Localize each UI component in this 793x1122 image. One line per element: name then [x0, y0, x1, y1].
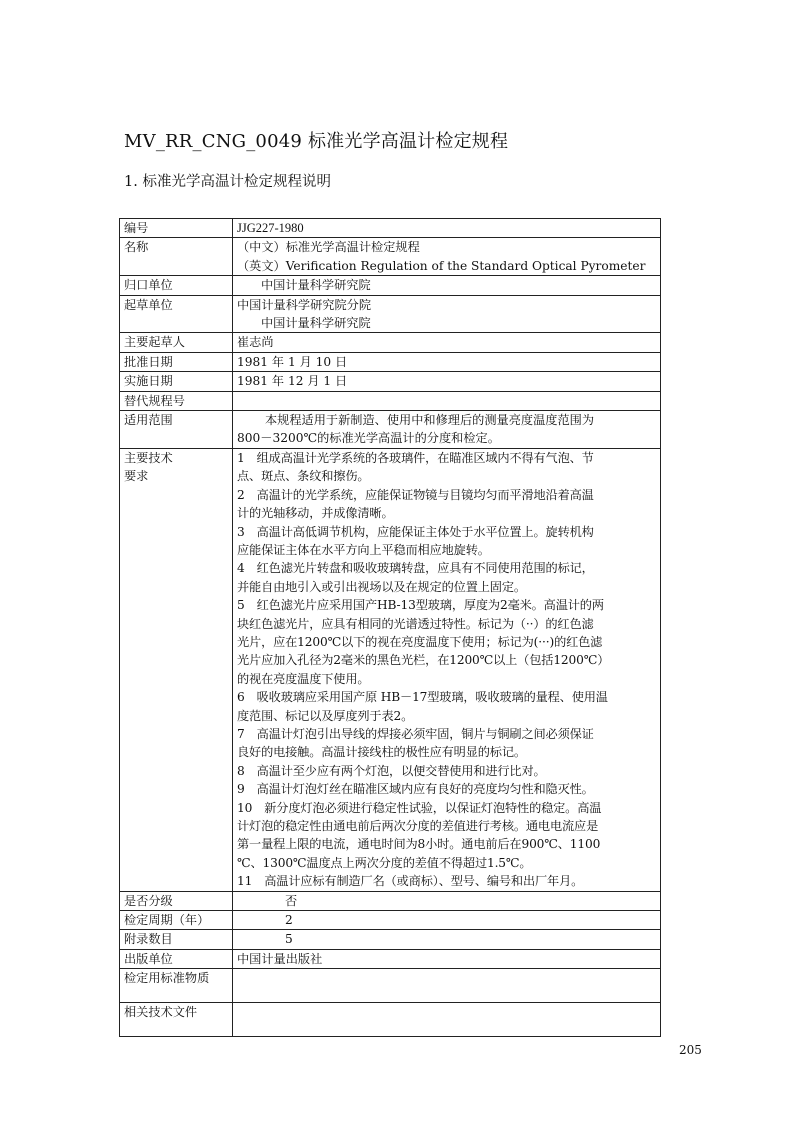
row-label: 主要技术 要求 [120, 448, 233, 891]
row-label: 出版单位 [120, 949, 233, 968]
drafting-unit-1: 中国计量科学研究院分院 [237, 297, 372, 312]
requirement-line: 点、斑点、条纹和擦伤。 [237, 469, 370, 484]
row-label: 适用范围 [120, 411, 233, 449]
requirement-line: 良好的电接触。高温计接线柱的极性应有明显的标记。 [237, 745, 526, 760]
requirement-line: 计灯泡的稳定性由通电前后两次分度的差值进行考核。通电电流应是 [237, 819, 599, 833]
row-value [233, 238, 661, 276]
requirement-line: 块红色滤光片，应具有相同的光谱透过特性。标记为（··）的红色滤 [237, 616, 594, 631]
name-chinese: （中文）标准光学高温计检定规程 [237, 240, 420, 255]
table-row-drafting-unit [120, 295, 661, 333]
table-row-appendix-count [120, 930, 661, 949]
row-value: 2 [233, 911, 661, 930]
row-value: 1981 年 1 月 10 日 [233, 352, 661, 371]
requirement-line: 光片，应在1200℃以下的视在亮度温度下使用；标记为(···)的红色滤 [237, 634, 603, 649]
row-value: 崔志尚 [233, 333, 661, 352]
scope-line-1: 本规程适用于新制造、使用中和修理后的测量亮度温度范围为 [265, 413, 595, 428]
row-value: 否 [233, 891, 661, 910]
table-row-related-documents [120, 1003, 661, 1037]
requirement-line: 第一量程上限的电流，通电时间为8小时。通电前后在900℃、1100 [237, 837, 601, 852]
section-heading: 1. 标准光学高温计检定规程说明 [124, 174, 331, 190]
table-row-code [120, 219, 661, 238]
row-label: 编号 [120, 219, 233, 238]
requirement-line: 应能保证主体在水平方向上平稳而相应地旋转。 [237, 542, 490, 557]
row-label: 是否分级 [120, 891, 233, 910]
table-row-reference-materials [120, 969, 661, 1003]
row-label: 归口单位 [120, 276, 233, 295]
requirement-line: 5 红色滤光片应采用国产HB-13型玻璃，厚度为2毫米。高温计的两 [237, 598, 604, 613]
requirement-line: 并能自由地引入或引出视场以及在规定的位置上固定。 [237, 579, 526, 594]
row-label: 名称 [120, 238, 233, 276]
requirement-line: 计的光轴移动，并成像清晰。 [237, 506, 394, 521]
name-english: （英文）Verification Regulation of the Standard Optical Pyrometer [237, 258, 646, 273]
requirement-line: 3 高温计高低调节机构，应能保证主体处于水平位置上。旋转机构 [237, 524, 594, 539]
row-value: 中国计量出版社 [233, 949, 661, 968]
table-row-replaced-regulation [120, 391, 661, 410]
row-label: 主要起草人 [120, 333, 233, 352]
table-row-responsible-unit [120, 276, 661, 295]
requirement-line: 9 高温计灯泡灯丝在瞄准区域内应有良好的亮度均匀性和隐灭性。 [237, 782, 594, 797]
row-label: 起草单位 [120, 295, 233, 333]
row-value: 5 [233, 930, 661, 949]
table-row-approval-date [120, 352, 661, 371]
scope-line-2: 800－3200℃的标准光学高温计的分度和检定。 [237, 431, 500, 446]
row-label: 检定周期（年） [120, 911, 233, 930]
requirement-line: 2 高温计的光学系统，应能保证物镜与目镜均匀而平滑地沿着高温 [237, 487, 594, 502]
requirement-line: 6 吸收玻璃应采用国产原 HB－17型玻璃，吸收玻璃的量程、使用温 [237, 690, 608, 705]
table-row-scope [120, 411, 661, 449]
requirement-line: ℃、1300℃温度点上两次分度的差值不得超过1.5℃。 [237, 855, 532, 870]
row-label: 替代规程号 [120, 391, 233, 410]
table-row-publisher [120, 949, 661, 968]
drafting-unit-2: 中国计量科学研究院 [261, 316, 371, 331]
row-value: JJG227-1980 [233, 219, 661, 238]
requirement-line: 1 组成高温计光学系统的各玻璃件，在瞄准区域内不得有气泡、节 [237, 450, 594, 465]
row-value [233, 969, 661, 1003]
row-value [233, 411, 661, 449]
table-row-main-drafter [120, 333, 661, 352]
requirements-list [233, 448, 661, 891]
requirement-line: 10 新分度灯泡必须进行稳定性试验，以保证灯泡特性的稳定。高温 [237, 800, 602, 815]
page-number: 205 [679, 1043, 702, 1057]
requirement-line: 8 高温计至少应有两个灯泡，以便交替使用和进行比对。 [237, 763, 546, 778]
requirement-line: 光片应加入孔径为2毫米的黑色光栏，在1200℃以上（包括1200℃） [237, 653, 610, 668]
row-value: 中国计量科学研究院 [233, 276, 661, 295]
row-value [233, 295, 661, 333]
requirement-line: 11 高温计应标有制造厂名（或商标）、型号、编号和出厂年月。 [237, 874, 584, 889]
row-label: 批准日期 [120, 352, 233, 371]
table-row-technical-requirements [120, 448, 661, 891]
table-row-effective-date [120, 372, 661, 391]
document-title: MV_RR_CNG_0049 标准光学高温计检定规程 [124, 131, 509, 152]
table-row-verification-period [120, 911, 661, 930]
row-label: 附录数目 [120, 930, 233, 949]
row-label: 实施日期 [120, 372, 233, 391]
row-value: 1981 年 12 月 1 日 [233, 372, 661, 391]
requirement-line: 的视在亮度温度下使用。 [237, 671, 370, 686]
table-row-name [120, 238, 661, 276]
row-value [233, 391, 661, 410]
row-label: 检定用标准物质 [120, 969, 233, 1003]
spec-table [119, 218, 661, 1037]
row-value [233, 1003, 661, 1037]
table-row-graded [120, 891, 661, 910]
row-label: 相关技术文件 [120, 1003, 233, 1037]
requirement-line: 7 高温计灯泡引出导线的焊接必须牢固，铜片与铜刷之间必须保证 [237, 726, 594, 741]
requirement-line: 4 红色滤光片转盘和吸收玻璃转盘，应具有不同使用范围的标记， [237, 561, 594, 576]
requirement-line: 度范围、标记以及厚度列于表2。 [237, 708, 414, 723]
